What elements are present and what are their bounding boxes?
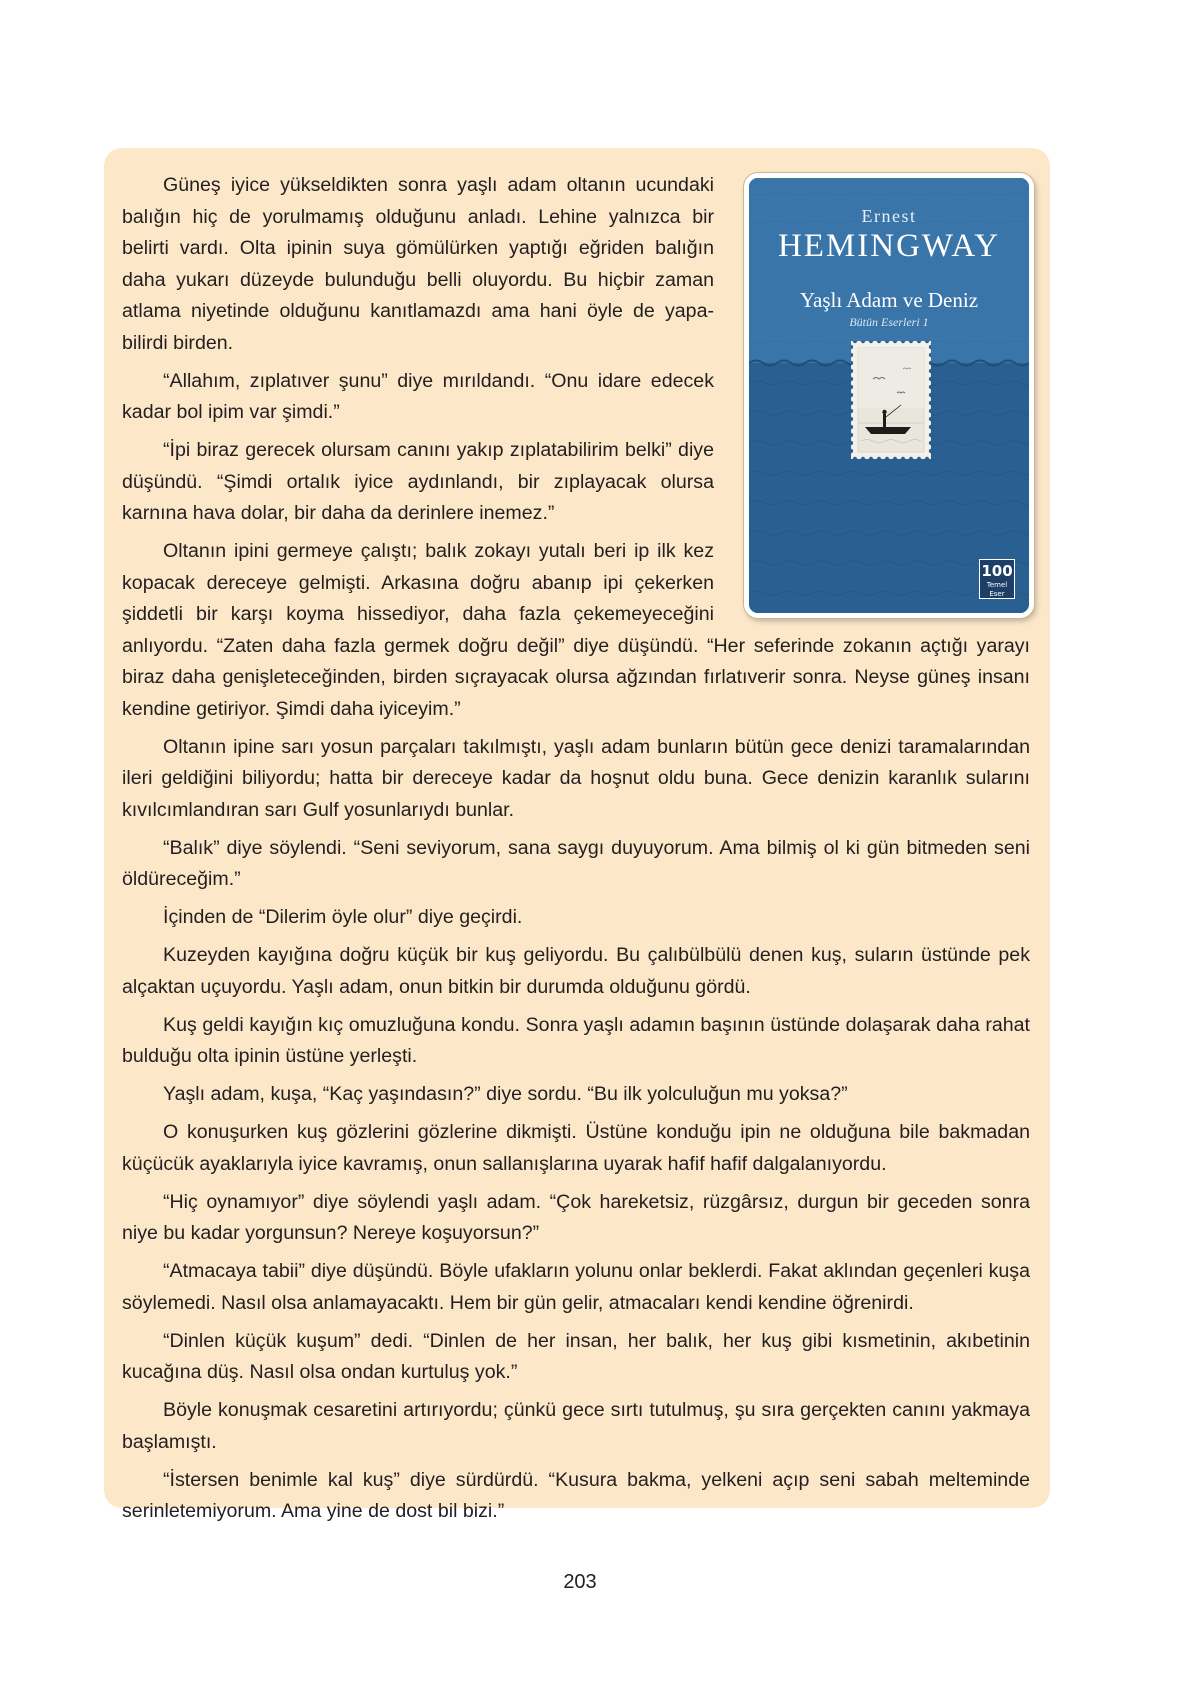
series-badge bbox=[979, 559, 1015, 599]
paragraph: İçinden de “Dilerim öyle olur” diye geçirdi. bbox=[163, 906, 523, 928]
cover-title: Yaşlı Adam ve Deniz bbox=[799, 288, 979, 312]
paragraph: “Balık” diye söylendi. “Seni seviyorum, sana saygı duyuyorum. Ama bilmiş ol ki gün bitmeden seni öldüreceğim.” bbox=[122, 836, 1030, 890]
paragraph: “Hiç oynamıyor” diye söylendi yaşlı adam. “Çok hareketsiz, rüzgârsız, durgun bir geceden sonra niye bu kadar yorgunsun? Nereye koşuyorsun?” bbox=[122, 1190, 1030, 1244]
paragraph: “İstersen benimle kal kuş” diye sürdürdü. “Kusura bakma, yelkeni açıp seni sabah melteminde serinletemiyorum. Ama yine de dost bil bizi.” bbox=[122, 1468, 1030, 1522]
paragraph: Yaşlı adam, kuşa, “Kaç yaşındasın?” diye sordu. “Bu ilk yolculuğun mu yoksa?” bbox=[163, 1083, 848, 1105]
paragraph: “İpi biraz gerecek olursam canını yakıp zıplatabilirim belki” diye düşündü. “Şimdi ortalık iyice aydınlandı, bir zıplayacak olursa karnına hava dolar, bir daha da derinlere inemez.” bbox=[122, 439, 714, 524]
paragraph: Kuzeyden kayığına doğru küçük bir kuş geliyordu. Bu çalıbülbülü denen kuş, suların üstünde pek alçaktan uçuyordu. Yaşlı adam, onun bitkin bir durumda olduğunu gördü. bbox=[122, 944, 1030, 998]
paragraph: Oltanın ipini germeye çalıştı; balık zokayı yutalı beri ip ilk kez kopacak dereceye gelmişti. Arkasına doğru abanıp ipi çekerken şiddetli bir karşı koyma hissediyor, daha fazla çekemeyeceğini anlıyordu. “Zaten daha fazla germek doğru değil” diye düşündü. “Her seferinde zokanın açtığı yarayı biraz daha genişleteceğinden, birden sıçrayacak olursa ağzından fırlatıverir sonra. Neyse güneş insanı kendine getiriyor. Şimdi daha iyiceyim.” bbox=[122, 540, 1030, 720]
reading-passage-box bbox=[104, 148, 1050, 1522]
paragraph: Böyle konuşmak cesaretini artırıyordu; çünkü gece sırtı tutulmuş, şu sıra gerçekten canını yakmaya başlamıştı. bbox=[122, 1399, 1030, 1453]
page-number: 203 bbox=[563, 1571, 597, 1593]
paragraph: “Dinlen küçük kuşum” dedi. “Dinlen de her insan, her balık, her kuş gibi kısmetinin, akıbetinin kucağına düş. Nasıl olsa ondan kurtuluş yok.” bbox=[122, 1329, 1030, 1383]
book-cover-image bbox=[744, 173, 1034, 618]
cover-author-last-name: HEMINGWAY bbox=[777, 228, 1001, 264]
paragraph: O konuşurken kuş gözlerini gözlerine dikmişti. Üstüne konduğu ipin ne olduğuna bile bakmadan küçücük ayaklarıyla iyice kavramış, onun sallanışlarına uyarak hafif hafif dalgalanıyordu. bbox=[122, 1121, 1030, 1175]
paragraph: Güneş iyice yükseldikten sonra yaşlı adam oltanın ucundaki balığın hiç de yorulmamış olduğunu anladı. Lehine yalnızca bir belirti vardı. Olta ipinin suya gömülürken yaptığı eğriden balığın daha yukarı düzeyde bulunduğu belli oluyordu. Bu hiçbir zaman atlama niyetinde olduğunu kanıtlamazdı ama hani öyle de yapabilirdi birden. bbox=[122, 174, 714, 354]
cover-subtitle: Bütün Eserleri 1 bbox=[849, 315, 929, 329]
series-badge-label: Temel Eser bbox=[986, 581, 1008, 598]
paragraph: “Allahım, zıplatıver şunu” diye mırıldandı. “Onu idare edecek kadar bol ipim var şimdi.” bbox=[122, 369, 714, 423]
paragraph: “Atmacaya tabii” diye düşündü. Böyle ufakların yolunu onlar beklerdi. Fakat aklından geçenleri kuşa söylemedi. Nasıl olsa anlamayacaktı. Hem bir gün gelir, atmacaları kendi kendine öğrenirdi. bbox=[122, 1260, 1030, 1314]
paragraph: Oltanın ipine sarı yosun parçaları takılmıştı, yaşlı adam bunların bütün gece denizi taramalarından ileri geldiğini biliyordu; hatta bir dereceye kadar da hoşnut oldu buna. Gece denizin karanlık sularını kıvılcımlandıran sarı Gulf yosunlarıydı bunlar. bbox=[122, 735, 1030, 821]
cover-author-first-name: Ernest bbox=[861, 206, 917, 226]
book-cover-figure bbox=[744, 173, 1034, 618]
paragraph: Kuş geldi kayığın kıç omuzluğuna kondu. Sonra yaşlı adamın başının üstünde dolaşarak daha rahat bulduğu olta ipinin üstüne yerleşti. bbox=[122, 1013, 1030, 1067]
series-badge-number: 100 bbox=[981, 562, 1013, 580]
stamp-illustration bbox=[851, 341, 931, 459]
